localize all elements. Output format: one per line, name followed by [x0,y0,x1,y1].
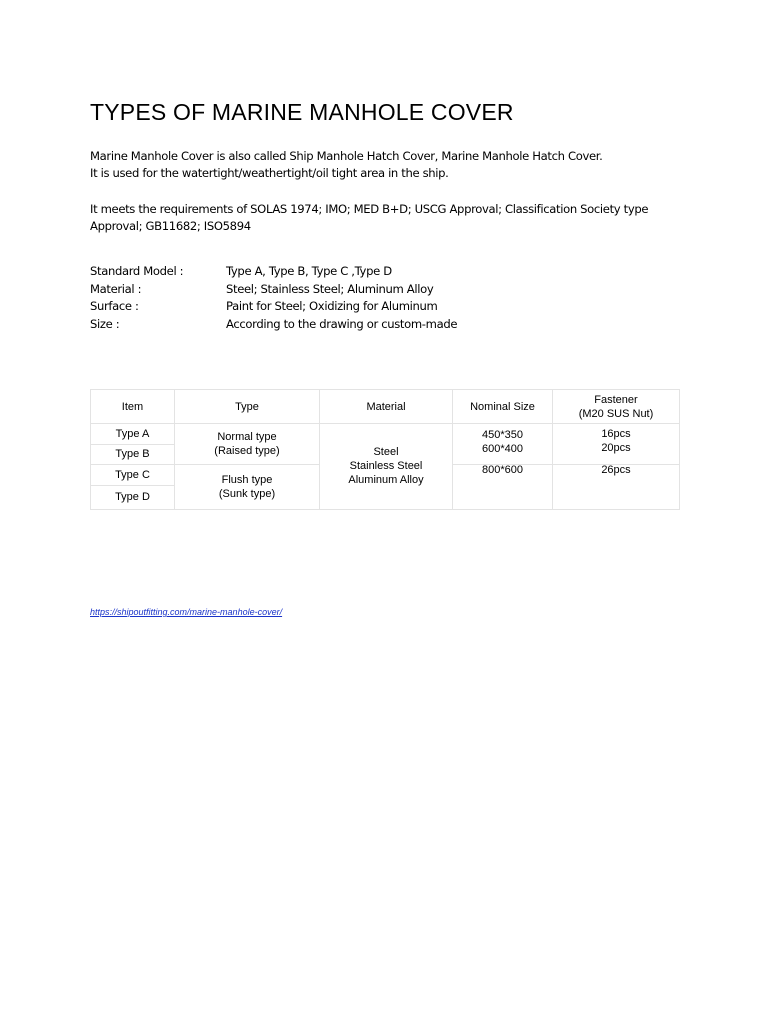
requirements-line-1: It meets the requirements of SOLAS 1974; IMO; MED B+D; USCG Approval; Classification Society type [90,202,649,216]
size-normal-line-1: 450*350 [482,429,523,441]
material-line-3: Aluminum Alloy [348,474,424,487]
type-normal-line-1: Normal type [217,431,277,443]
fastener-flush-value: 26pcs [601,464,631,476]
type-normal-line-2: (Raised type) [214,445,280,457]
manhole-types-table [90,389,680,510]
size-normal-line-2: 600*400 [482,443,523,455]
type-cell-normal [175,424,320,465]
material-cell [320,424,453,510]
source-link[interactable]: https://shipoutfitting.com/marine-manhole-cover/ [90,607,283,617]
requirements-line-2: Approval; GB11682; ISO5894 [90,219,251,233]
type-flush-line-1: Flush type [221,473,273,486]
spec-row-size [90,316,457,334]
fastener-cell-normal [553,424,680,465]
requirements-paragraph [90,201,690,235]
spec-row-material [90,281,457,299]
spec-key: Size : [90,316,120,331]
spec-key: Surface : [90,299,139,313]
item-cell: Type A [91,424,175,445]
spec-value: According to the drawing or custom-made [226,316,458,331]
header-type: Type [175,390,320,424]
table-header-row [91,390,680,424]
spec-row-surface [90,298,457,316]
spec-key: Material : [90,281,142,296]
intro-line-2: It is used for the watertight/weathertight/oil tight area in the ship. [90,166,449,180]
size-cell-normal [453,424,553,465]
header-material: Material [320,390,453,424]
table-row [91,424,680,445]
fastener-cell-flush [553,465,680,510]
material-line-1: Steel [373,446,399,459]
spec-value: Steel; Stainless Steel; Aluminum Alloy [226,281,434,296]
header-fastener-line-2: (M20 SUS Nut) [578,407,654,420]
header-item: Item [91,390,175,424]
spec-row-standard-model [90,263,457,281]
size-cell-flush [453,465,553,510]
type-flush-line-2: (Sunk type) [218,487,276,500]
intro-line-1: Marine Manhole Cover is also called Ship Manhole Hatch Cover, Marine Manhole Hatch Cover. [90,149,603,163]
item-cell: Type B [91,444,175,465]
header-nominal-size: Nominal Size [453,390,553,424]
spec-list [90,263,457,333]
spec-value: Type A, Type B, Type C ,Type D [226,264,392,278]
item-cell: Type C [91,465,175,486]
header-fastener-line-1: Fastener [594,393,638,406]
type-cell-flush [175,465,320,510]
page-title: TYPES OF MARINE MANHOLE COVER [90,99,514,125]
header-fastener [553,390,680,424]
item-cell: Type D [91,485,175,509]
fastener-normal-line-1: 16pcs [601,428,631,440]
material-line-2: Stainless Steel [349,460,423,473]
intro-paragraph [90,148,690,182]
size-flush-value: 800*600 [482,464,523,476]
spec-value: Paint for Steel; Oxidizing for Aluminum [226,299,438,313]
fastener-normal-line-2: 20pcs [601,442,631,454]
spec-key: Standard Model : [90,264,184,278]
